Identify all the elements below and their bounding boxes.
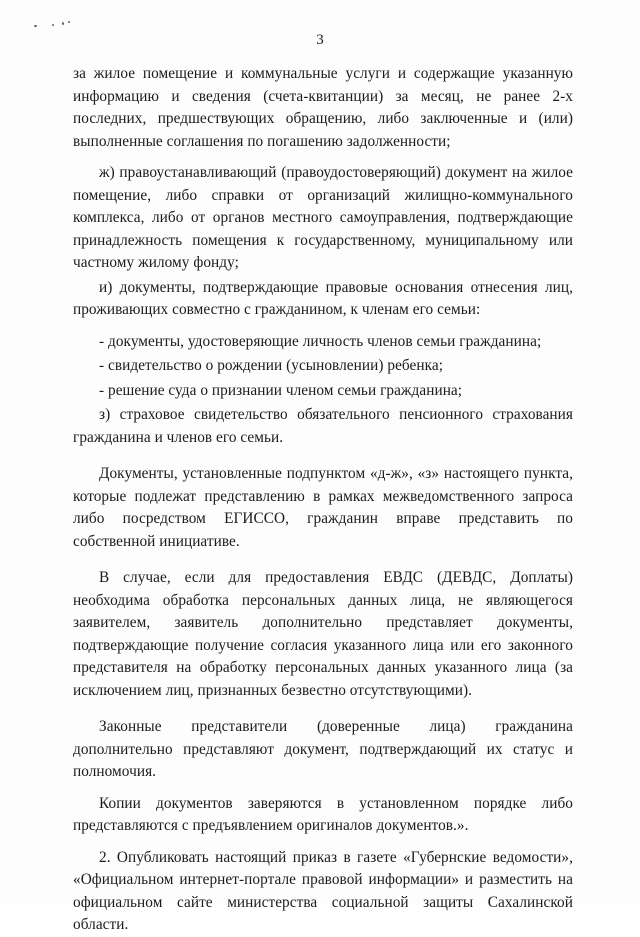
paragraph: Копии документов заверяются в установленном порядке либо представляются с предъявлением оригиналов документов.». bbox=[73, 794, 573, 834]
page-number: 3 bbox=[316, 32, 324, 48]
paragraph: Законные представители (доверенные лица) гражданина дополнительно представляют документ, подтверждающий их статус и полномочия. bbox=[73, 718, 573, 780]
paragraph: з) страховое свидетельство обязательного пенсионного страхования гражданина и членов его семьи. bbox=[73, 406, 573, 446]
paragraph: Документы, установленные подпунктом «д-ж», «з» настоящего пункта, которые подлежат представлению в рамках межведомственного запроса либо посредством ЕГИССО, гражданин вправе представить по собственной инициативе. bbox=[73, 465, 573, 550]
paragraph: и) документы, подтверждающие правовые основания отнесения лиц, проживающих совместно с гражданином, к членам его семьи: bbox=[73, 278, 573, 318]
paragraph: В случае, если для предоставления ЕВДС (ДЕВДС, Доплаты) необходима обработка персональных данных лица, не являющегося заявителем, заявитель дополнительно представляет документы, подтверждающие получение согласия указанного лица или его законного представителя на обработку персональных данных указанного лица (за исключением лиц, признанных безвестно отсутствующими). bbox=[73, 569, 573, 699]
scan-speck bbox=[68, 21, 70, 23]
scan-speck bbox=[62, 22, 64, 25]
paragraph: 2. Опубликовать настоящий приказ в газете «Губернские ведомости», «Официальном интернет-портале правовой информации» и разместить на официальном сайте министерства социальной защиты Сахалинской области. bbox=[73, 848, 573, 933]
scan-speck bbox=[52, 24, 54, 26]
list-item: - решение суда о признании членом семьи гражданина; bbox=[99, 381, 463, 399]
list-item: - свидетельство о рождении (усыновлении) ребенка; bbox=[99, 357, 443, 374]
scan-speck bbox=[34, 25, 37, 27]
paragraph: ж) правоустанавливающий (правоудостоверяющий) документ на жилое помещение, либо справки от организаций жилищно-коммунального комплекса, либо от органов местного самоуправления, подтверждающие принадлежность помещения к государственному, муниципальному или частному жилому фонду; bbox=[73, 164, 573, 271]
list-item: - документы, удостоверяющие личность членов семьи гражданина; bbox=[99, 332, 542, 350]
document-body bbox=[73, 63, 573, 937]
paragraph: за жилое помещение и коммунальные услуги и содержащие указанную информацию и сведения (счета-квитанции) за месяц, не ранее 2-х последних, предшествующих обращению, либо заключенные и (или) выполненные соглашения по погашению задолженности; bbox=[73, 65, 573, 150]
